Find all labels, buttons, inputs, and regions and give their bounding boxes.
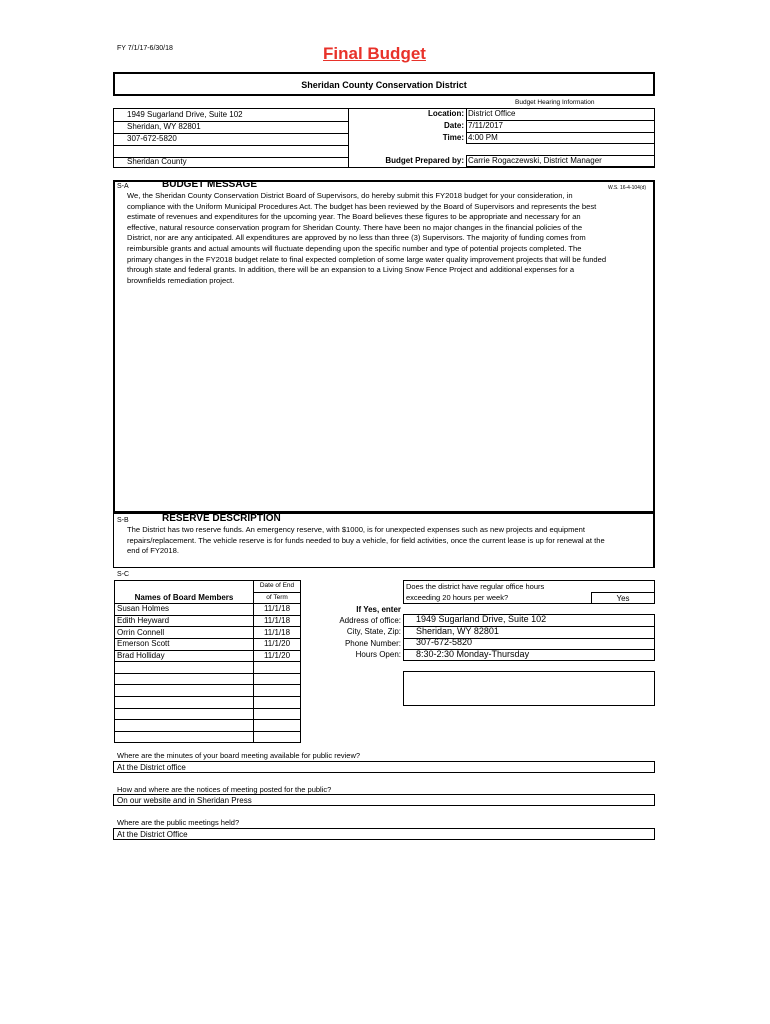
time-label: Time: — [442, 133, 464, 142]
table-header-row — [115, 581, 301, 593]
budget-message-text — [127, 191, 653, 286]
member-term[interactable] — [254, 685, 301, 697]
reserve-title: RESERVE DESCRIPTION — [162, 513, 281, 524]
member-term[interactable]: 11/1/20 — [254, 638, 301, 650]
member-term[interactable] — [254, 662, 301, 674]
address-line-1[interactable]: 1949 Sugarland Drive, Suite 102 — [114, 109, 348, 122]
location-value[interactable]: District Office — [468, 109, 516, 118]
divider — [466, 132, 655, 133]
member-term[interactable]: 11/1/18 — [254, 627, 301, 639]
member-name[interactable] — [115, 685, 254, 697]
statute-reference: W.S. 16-4-104(d) — [608, 185, 647, 191]
member-name[interactable] — [115, 720, 254, 732]
table-row — [115, 615, 301, 627]
member-name[interactable] — [115, 673, 254, 685]
address-line-2[interactable]: Sheridan, WY 82801 — [114, 121, 348, 134]
member-term[interactable] — [254, 696, 301, 708]
text-line: reimbursible grants and actual amounts will fluctuate depending upon the specific number and type of potential projects completed. The — [127, 243, 582, 253]
notices-answer[interactable]: On our website and in Sheridan Press — [113, 794, 655, 806]
budget-message-title: BUDGET MESSAGE — [162, 179, 258, 190]
member-term[interactable] — [254, 720, 301, 732]
member-name[interactable]: Brad Holliday — [115, 650, 254, 662]
member-term[interactable]: 11/1/20 — [254, 650, 301, 662]
office-hours-value[interactable]: 8:30-2:30 Monday-Thursday — [416, 649, 530, 659]
reserve-text — [127, 525, 654, 557]
text-line: estimate of revenues and expenditures for the upcoming year. The Board believes these figures to be appropriate and necessary for an — [127, 212, 581, 222]
office-hours-question-line-2: exceeding 20 hours per week? — [406, 593, 509, 602]
member-term[interactable]: 11/1/18 — [254, 604, 301, 616]
term-column-header: of Term — [254, 592, 301, 604]
meetings-answer[interactable]: At the District Office — [113, 828, 655, 840]
office-hours-answer[interactable]: Yes — [591, 592, 655, 604]
member-term[interactable] — [254, 708, 301, 720]
office-phone-label: Phone Number: — [344, 639, 401, 648]
office-phone-value[interactable]: 307-672-5820 — [416, 637, 473, 647]
district-header — [113, 72, 655, 96]
text-line: effective, natural resource conservation program for Sheridan County. There have been no major changes in the financial policies of the — [127, 222, 583, 232]
county-line[interactable]: Sheridan County — [127, 157, 187, 166]
table-row — [115, 650, 301, 662]
member-name[interactable] — [115, 696, 254, 708]
board-code: S-C — [117, 571, 130, 578]
text-line: primary changes in the FY2018 budget relate to final expected completion of some large water quality improvement projects that will be funded — [127, 254, 607, 264]
date-value[interactable]: 7/11/2017 — [468, 121, 503, 130]
member-name[interactable] — [115, 731, 254, 743]
address-block — [113, 108, 349, 168]
hearing-heading: Budget Hearing Information — [515, 99, 595, 106]
text-line: District, nor are any anticipated. All expenditures are approved by no less than three (3) Supervisors. The majority of funding comes from — [127, 233, 586, 243]
if-yes-label: If Yes, enter — [356, 605, 401, 614]
notices-question: How and where are the notices of meeting posted for the public? — [117, 785, 332, 794]
fiscal-year: FY 7/1/17-6/30/18 — [117, 45, 173, 52]
office-address-value[interactable]: 1949 Sugarland Drive, Suite 102 — [416, 614, 547, 624]
location-label: Location: — [428, 109, 464, 118]
member-name[interactable]: Emerson Scott — [115, 638, 254, 650]
minutes-question: Where are the minutes of your board meeting available for public review? — [117, 751, 361, 760]
table-row — [115, 673, 301, 685]
text-line: brownfields remediation project. — [127, 275, 235, 285]
meetings-question: Where are the public meetings held? — [117, 818, 240, 827]
minutes-answer[interactable]: At the District office — [113, 761, 655, 773]
budget-message-code: S-A — [117, 183, 129, 190]
time-value[interactable]: 4:00 PM — [468, 133, 498, 142]
office-address-label: Address of office: — [339, 616, 401, 625]
table-row — [115, 638, 301, 650]
date-label: Date: — [443, 121, 464, 130]
member-term[interactable] — [254, 731, 301, 743]
board-members-table — [114, 580, 301, 743]
member-name[interactable] — [115, 708, 254, 720]
names-column-header: Names of Board Members — [115, 581, 254, 604]
table-row — [115, 731, 301, 743]
member-name[interactable] — [115, 662, 254, 674]
member-term[interactable] — [254, 673, 301, 685]
divider — [466, 120, 655, 121]
office-hours-question-line-1: Does the district have regular office hours — [406, 582, 545, 591]
table-row — [115, 627, 301, 639]
office-notes-box[interactable] — [403, 671, 655, 706]
text-line: We, the Sheridan County Conservation District Board of Supervisors, do hereby submit this FY2018 budget for your consideration, in — [127, 191, 573, 200]
table-row — [115, 696, 301, 708]
table-row — [115, 662, 301, 674]
text-line: end of FY2018. — [127, 546, 179, 556]
address-line-3[interactable]: 307-672-5820 — [114, 133, 348, 146]
member-term[interactable]: 11/1/18 — [254, 615, 301, 627]
table-row — [115, 685, 301, 697]
text-line: compliance with the Uniform Municipal Procedures Act. The budget has been reviewed by the Board of Supervisors and represents the best — [127, 201, 597, 211]
office-city-value[interactable]: Sheridan, WY 82801 — [416, 626, 499, 636]
text-line: repairs/replacement. The vehicle reserve is for funds needed to buy a vehicle, for field activities, once the current lease is up for renewal at the — [127, 535, 605, 545]
prepared-by-label: Budget Prepared by: — [385, 156, 464, 165]
table-row — [115, 708, 301, 720]
prepared-by-value[interactable]: Carrie Rogaczewski, District Manager — [468, 156, 602, 165]
reserve-code: S-B — [117, 517, 129, 524]
text-line: The District has two reserve funds. An emergency reserve, with $1000, is for unexpected expenses such as new projects and equipment — [127, 525, 585, 534]
table-row — [115, 720, 301, 732]
document-title: Final Budget — [323, 44, 426, 63]
table-row — [115, 604, 301, 616]
member-name[interactable]: Orrin Connell — [115, 627, 254, 639]
office-city-label: City, State, Zip: — [346, 627, 401, 636]
member-name[interactable]: Edith Heyward — [115, 615, 254, 627]
district-name: Sheridan County Conservation District — [301, 80, 467, 90]
text-line: through state and federal grants. In addition, there will be an expansion to a Living Snow Fence Project and additional expenses for a — [127, 265, 575, 275]
member-name[interactable]: Susan Holmes — [115, 604, 254, 616]
term-column-header: Date of End — [254, 581, 301, 593]
office-hours-label: Hours Open: — [355, 650, 401, 659]
